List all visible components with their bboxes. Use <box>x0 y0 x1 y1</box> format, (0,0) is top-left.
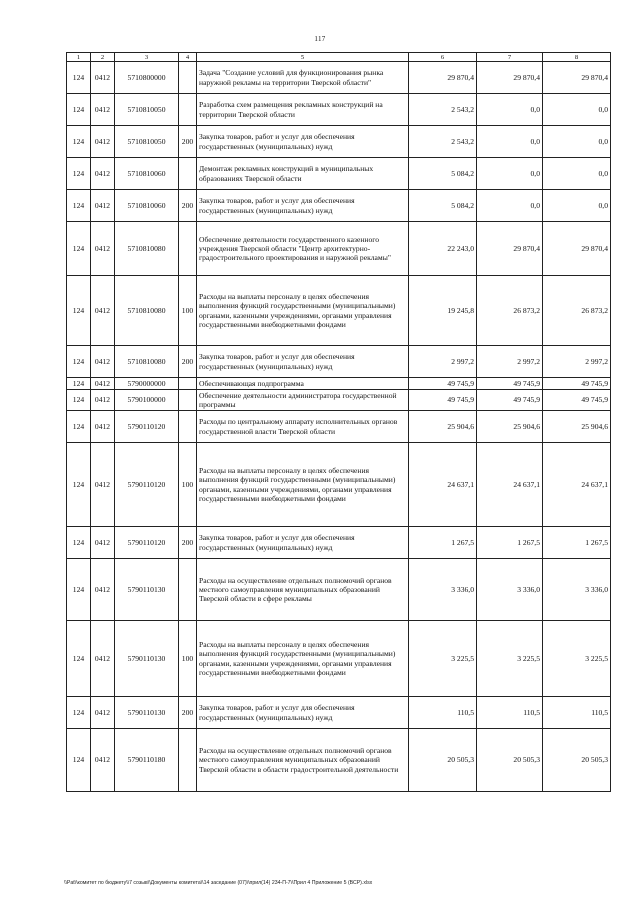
cell-amount-year-3: 2 997,2 <box>543 346 611 378</box>
cell-expense-type <box>179 390 197 411</box>
cell-target-article: 5790100000 <box>115 390 179 411</box>
table-row <box>67 378 611 390</box>
cell-amount-year-2: 26 873,2 <box>477 276 543 346</box>
cell-chapter-code: 124 <box>67 390 91 411</box>
table-row <box>67 126 611 158</box>
cell-description: Расходы по центральному аппарату исполнительных органов государственной власти Тверской области <box>197 411 409 443</box>
file-path-footer: \\Pat\\комитет по бюджету\\7 созыв\\Документы комитета\\14 заседание (07)\\прил(14) 234-П-7\\Прил 4 Приложение 5 (ВСР).xlsx <box>64 880 373 886</box>
cell-amount-year-3: 49 745,9 <box>543 378 611 390</box>
cell-target-article: 5710810060 <box>115 158 179 190</box>
cell-description: Демонтаж рекламных конструкций в муниципальных образованиях Тверской области <box>197 158 409 190</box>
cell-amount-year-1: 49 745,9 <box>409 378 477 390</box>
cell-expense-type <box>179 378 197 390</box>
cell-description: Закупка товаров, работ и услуг для обеспечения государственных (муниципальных) нужд <box>197 697 409 729</box>
cell-chapter-code: 124 <box>67 276 91 346</box>
column-header: 5 <box>197 53 409 62</box>
cell-description: Обеспечение деятельности государственного казенного учреждения Тверской области "Центр архитектурно-градостроительного проектирования и наружной рекламы" <box>197 222 409 276</box>
cell-amount-year-1: 3 225,5 <box>409 621 477 697</box>
cell-expense-type <box>179 222 197 276</box>
cell-section-code: 0412 <box>91 190 115 222</box>
cell-description: Расходы на выплаты персоналу в целях обеспечения выполнения функций государственными (муниципальными) органами, казенными учреждениями, органами управления государственными внебюджетными фондами <box>197 443 409 527</box>
cell-expense-type: 200 <box>179 527 197 559</box>
cell-expense-type: 200 <box>179 190 197 222</box>
cell-chapter-code: 124 <box>67 443 91 527</box>
cell-description: Обеспечивающая подпрограмма <box>197 378 409 390</box>
cell-amount-year-1: 5 084,2 <box>409 158 477 190</box>
cell-description: Закупка товаров, работ и услуг для обеспечения государственных (муниципальных) нужд <box>197 126 409 158</box>
cell-chapter-code: 124 <box>67 62 91 94</box>
table-row <box>67 729 611 792</box>
cell-amount-year-1: 2 543,2 <box>409 126 477 158</box>
cell-expense-type <box>179 94 197 126</box>
cell-chapter-code: 124 <box>67 411 91 443</box>
cell-section-code: 0412 <box>91 443 115 527</box>
table-header-row <box>67 53 611 62</box>
cell-expense-type <box>179 559 197 621</box>
cell-expense-type: 200 <box>179 346 197 378</box>
table-row <box>67 158 611 190</box>
cell-amount-year-1: 1 267,5 <box>409 527 477 559</box>
cell-amount-year-3: 26 873,2 <box>543 276 611 346</box>
cell-expense-type <box>179 729 197 792</box>
cell-description: Закупка товаров, работ и услуг для обеспечения государственных (муниципальных) нужд <box>197 346 409 378</box>
cell-amount-year-1: 25 904,6 <box>409 411 477 443</box>
cell-amount-year-2: 1 267,5 <box>477 527 543 559</box>
cell-target-article: 5710810080 <box>115 346 179 378</box>
cell-expense-type <box>179 62 197 94</box>
column-header: 6 <box>409 53 477 62</box>
cell-chapter-code: 124 <box>67 158 91 190</box>
cell-amount-year-3: 49 745,9 <box>543 390 611 411</box>
cell-target-article: 5790110180 <box>115 729 179 792</box>
cell-description: Расходы на выплаты персоналу в целях обеспечения выполнения функций государственными (муниципальными) органами, казенными учреждениями, органами управления государственными внебюджетными фондами <box>197 276 409 346</box>
cell-amount-year-3: 29 870,4 <box>543 62 611 94</box>
cell-amount-year-1: 24 637,1 <box>409 443 477 527</box>
column-header: 2 <box>91 53 115 62</box>
table-row <box>67 621 611 697</box>
cell-chapter-code: 124 <box>67 190 91 222</box>
cell-target-article: 5710810080 <box>115 276 179 346</box>
table-row <box>67 276 611 346</box>
cell-expense-type: 200 <box>179 126 197 158</box>
cell-section-code: 0412 <box>91 411 115 443</box>
cell-amount-year-3: 20 505,3 <box>543 729 611 792</box>
cell-section-code: 0412 <box>91 559 115 621</box>
cell-section-code: 0412 <box>91 527 115 559</box>
cell-target-article: 5710810050 <box>115 126 179 158</box>
column-header: 8 <box>543 53 611 62</box>
cell-chapter-code: 124 <box>67 222 91 276</box>
table-row <box>67 390 611 411</box>
cell-target-article: 5790110130 <box>115 697 179 729</box>
cell-amount-year-2: 0,0 <box>477 126 543 158</box>
cell-amount-year-3: 25 904,6 <box>543 411 611 443</box>
cell-expense-type: 100 <box>179 276 197 346</box>
cell-amount-year-2: 0,0 <box>477 190 543 222</box>
cell-amount-year-2: 0,0 <box>477 94 543 126</box>
cell-amount-year-3: 29 870,4 <box>543 222 611 276</box>
cell-description: Обеспечение деятельности администратора государственной программы <box>197 390 409 411</box>
cell-amount-year-1: 3 336,0 <box>409 559 477 621</box>
cell-amount-year-1: 5 084,2 <box>409 190 477 222</box>
cell-section-code: 0412 <box>91 158 115 190</box>
table-row <box>67 443 611 527</box>
cell-chapter-code: 124 <box>67 346 91 378</box>
cell-amount-year-2: 0,0 <box>477 158 543 190</box>
cell-amount-year-3: 0,0 <box>543 158 611 190</box>
cell-chapter-code: 124 <box>67 729 91 792</box>
cell-amount-year-2: 3 336,0 <box>477 559 543 621</box>
cell-amount-year-2: 3 225,5 <box>477 621 543 697</box>
cell-chapter-code: 124 <box>67 621 91 697</box>
cell-section-code: 0412 <box>91 62 115 94</box>
cell-target-article: 5710810060 <box>115 190 179 222</box>
cell-chapter-code: 124 <box>67 378 91 390</box>
cell-amount-year-2: 29 870,4 <box>477 62 543 94</box>
page-number: 117 <box>314 35 326 43</box>
table-row <box>67 527 611 559</box>
cell-target-article: 5790110130 <box>115 621 179 697</box>
cell-amount-year-1: 2 543,2 <box>409 94 477 126</box>
table-row <box>67 62 611 94</box>
column-header: 3 <box>115 53 179 62</box>
cell-section-code: 0412 <box>91 697 115 729</box>
column-header: 4 <box>179 53 197 62</box>
cell-amount-year-1: 110,5 <box>409 697 477 729</box>
table-row <box>67 94 611 126</box>
cell-target-article: 5710810080 <box>115 222 179 276</box>
cell-chapter-code: 124 <box>67 697 91 729</box>
cell-section-code: 0412 <box>91 126 115 158</box>
cell-section-code: 0412 <box>91 729 115 792</box>
cell-amount-year-3: 24 637,1 <box>543 443 611 527</box>
cell-amount-year-2: 2 997,2 <box>477 346 543 378</box>
cell-section-code: 0412 <box>91 94 115 126</box>
cell-section-code: 0412 <box>91 276 115 346</box>
cell-section-code: 0412 <box>91 222 115 276</box>
cell-amount-year-1: 22 243,0 <box>409 222 477 276</box>
cell-chapter-code: 124 <box>67 126 91 158</box>
cell-amount-year-2: 24 637,1 <box>477 443 543 527</box>
cell-description: Разработка схем размещения рекламных конструкций на территории Тверской области <box>197 94 409 126</box>
cell-amount-year-3: 0,0 <box>543 94 611 126</box>
cell-amount-year-3: 3 225,5 <box>543 621 611 697</box>
cell-amount-year-2: 25 904,6 <box>477 411 543 443</box>
cell-amount-year-3: 0,0 <box>543 126 611 158</box>
cell-description: Закупка товаров, работ и услуг для обеспечения государственных (муниципальных) нужд <box>197 190 409 222</box>
cell-description: Закупка товаров, работ и услуг для обеспечения государственных (муниципальных) нужд <box>197 527 409 559</box>
cell-amount-year-3: 0,0 <box>543 190 611 222</box>
cell-amount-year-2: 49 745,9 <box>477 390 543 411</box>
cell-amount-year-2: 110,5 <box>477 697 543 729</box>
cell-target-article: 5790110120 <box>115 411 179 443</box>
cell-expense-type: 100 <box>179 443 197 527</box>
cell-chapter-code: 124 <box>67 559 91 621</box>
cell-amount-year-1: 20 505,3 <box>409 729 477 792</box>
cell-amount-year-2: 49 745,9 <box>477 378 543 390</box>
table-row <box>67 222 611 276</box>
cell-amount-year-2: 29 870,4 <box>477 222 543 276</box>
column-header: 1 <box>67 53 91 62</box>
cell-target-article: 5790000000 <box>115 378 179 390</box>
cell-target-article: 5710810050 <box>115 94 179 126</box>
table-row <box>67 411 611 443</box>
cell-section-code: 0412 <box>91 378 115 390</box>
table-row <box>67 697 611 729</box>
cell-expense-type <box>179 411 197 443</box>
cell-amount-year-3: 3 336,0 <box>543 559 611 621</box>
table-row <box>67 346 611 378</box>
budget-table <box>66 52 611 792</box>
cell-amount-year-2: 20 505,3 <box>477 729 543 792</box>
cell-amount-year-1: 2 997,2 <box>409 346 477 378</box>
table-row <box>67 559 611 621</box>
cell-target-article: 5790110120 <box>115 443 179 527</box>
cell-description: Расходы на осуществление отдельных полномочий органов местного самоуправления муниципальных образований Тверской области в сфере рекламы <box>197 559 409 621</box>
cell-expense-type: 200 <box>179 697 197 729</box>
cell-section-code: 0412 <box>91 621 115 697</box>
cell-section-code: 0412 <box>91 390 115 411</box>
cell-amount-year-3: 1 267,5 <box>543 527 611 559</box>
cell-expense-type <box>179 158 197 190</box>
cell-description: Задача "Создание условий для функционирования рынка наружной рекламы на территории Тверской области" <box>197 62 409 94</box>
cell-section-code: 0412 <box>91 346 115 378</box>
cell-target-article: 5790110130 <box>115 559 179 621</box>
cell-amount-year-1: 49 745,9 <box>409 390 477 411</box>
cell-amount-year-1: 29 870,4 <box>409 62 477 94</box>
table-row <box>67 190 611 222</box>
cell-target-article: 5790110120 <box>115 527 179 559</box>
cell-expense-type: 100 <box>179 621 197 697</box>
cell-amount-year-3: 110,5 <box>543 697 611 729</box>
cell-chapter-code: 124 <box>67 94 91 126</box>
cell-amount-year-1: 19 245,8 <box>409 276 477 346</box>
cell-description: Расходы на осуществление отдельных полномочий органов местного самоуправления муниципальных образований Тверской области в области градостроительной деятельности <box>197 729 409 792</box>
cell-target-article: 5710800000 <box>115 62 179 94</box>
cell-description: Расходы на выплаты персоналу в целях обеспечения выполнения функций государственными (муниципальными) органами, казенными учреждениями, органами управления государственными внебюджетными фондами <box>197 621 409 697</box>
cell-chapter-code: 124 <box>67 527 91 559</box>
column-header: 7 <box>477 53 543 62</box>
